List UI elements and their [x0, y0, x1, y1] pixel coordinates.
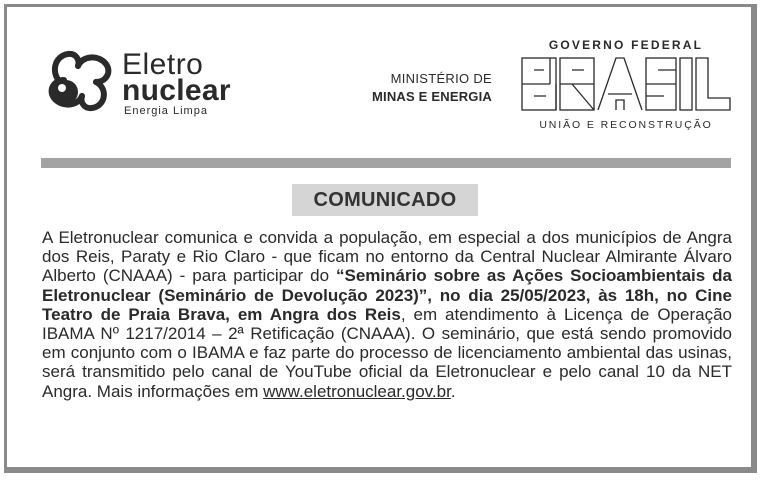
notice-body — [42, 228, 732, 401]
eletronuclear-logo-icon — [40, 44, 116, 116]
notice-body-end: . — [450, 381, 456, 401]
notice-body-details: , em atendimento à Licença de Operação IBAMA Nº 1217/2014 – 2ª Retificação (CNAAA). O seminário, que está sendo promovido em conjunto com o IBAMA e faz parte do processo de licenciamento ambiental das usinas, será transmitido pelo canal de YouTube oficial da Eletronuclear e pelo canal 10 da NET Angra. Mais informações em — [42, 304, 732, 401]
logo-word-nuclear: nuclear — [122, 74, 231, 107]
ministry-label — [372, 70, 492, 106]
government-bottom-label: UNIÃO E RECONSTRUÇÃO — [539, 119, 713, 131]
notice-body-intro: A Eletronuclear comunica e convida a população, em especial a dos municípios de Angra dos Reis, Paraty e Rio Claro - que ficam no entorno da Central Nuclear Almirante Álvaro Alberto (CNAAA) - para participar do — [42, 228, 732, 286]
logo-word-eletro: Eletro — [122, 48, 204, 81]
brasil-wordmark-logo — [520, 56, 732, 112]
notice-title: COMUNICADO — [313, 189, 457, 211]
logo-tagline: Energia Limpa — [124, 105, 208, 117]
ministry-line-2: MINAS E ENERGIA — [371, 89, 492, 104]
notice-body-event: “Seminário sobre as Ações Socioambientais da Eletronuclear (Seminário de Devolução 2023)”, no dia 25/05/2023, às 18h, no Cine Teatro de Praia Brava, em Angra dos Reis — [42, 266, 732, 324]
website-link[interactable]: www.eletronuclear.gov.br — [263, 381, 451, 401]
divider-bar — [41, 158, 731, 168]
ministry-line-1: MINISTÉRIO DE — [390, 71, 492, 86]
government-top-label: GOVERNO FEDERAL — [548, 38, 704, 52]
